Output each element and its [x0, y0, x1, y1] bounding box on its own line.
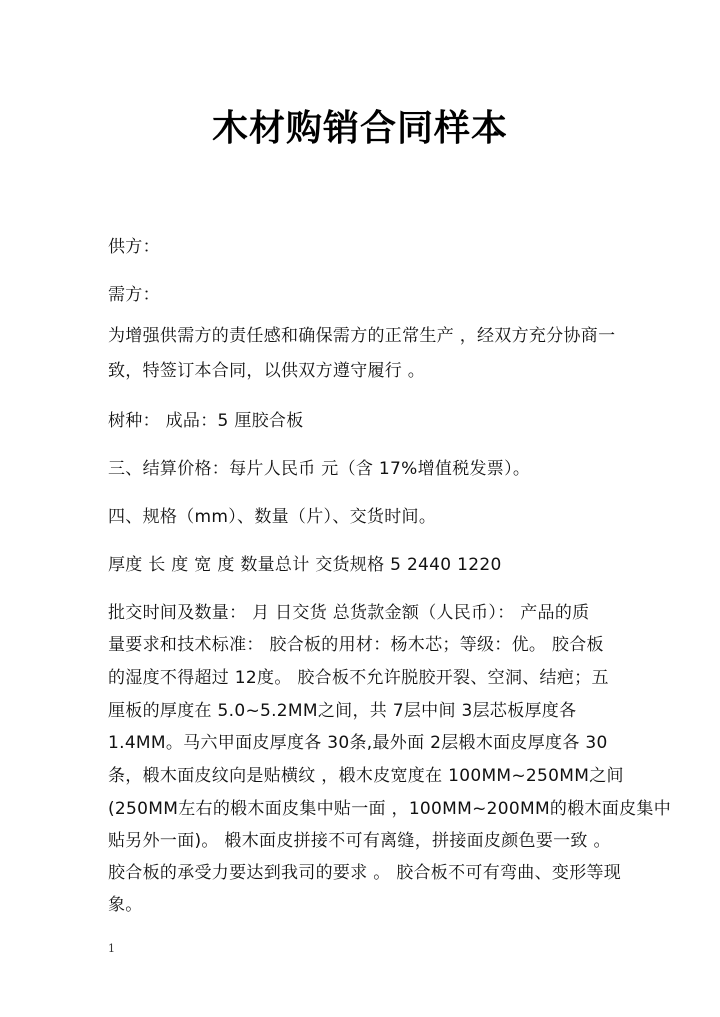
- paragraph-line: 厘板的厚度在 5.0~5.2MM之间，共 7层中间 3层芯板厚度各: [108, 701, 577, 721]
- wood-type-line: 树种： 成品：5 厘胶合板: [108, 411, 304, 431]
- supplier-label: 供方：: [108, 237, 160, 257]
- paragraph-line: 的湿度不得超过 12度。 胶合板不允许脱胶开裂、空洞、结疤；五: [108, 668, 609, 688]
- buyer-label: 需方：: [108, 285, 160, 305]
- paragraph-line: 胶合板的承受力要达到我司的要求 。 胶合板不可有弯曲、变形等现: [108, 863, 622, 883]
- paragraph-line: 象。: [108, 895, 143, 915]
- specification-row: 厚度 长 度 宽 度 数量总计 交货规格 5 2440 1220: [108, 555, 502, 575]
- paragraph-line: 1.4MM。马六甲面皮厚度各 30条,最外面 2层椴木面皮厚度各 30: [108, 733, 608, 753]
- paragraph-line: (250MM左右的椴木面皮集中贴一面 ，100MM~200MM的椴木面皮集中: [108, 799, 672, 819]
- paragraph-line: 量要求和技术标准： 胶合板的用材：杨木芯；等级：优。 胶合板: [108, 635, 604, 655]
- specification-heading: 四、规格（mm）、数量（片）、交货时间。: [108, 507, 437, 527]
- paragraph-line: 致，特签订本合同，以供双方遵守履行 。: [108, 361, 426, 381]
- paragraph-line: 条，椴木面皮纹向是贴横纹 ，椴木皮宽度在 100MM~250MM之间: [108, 766, 624, 786]
- paragraph-line: 批交时间及数量： 月 日交货 总货款金额（人民币）： 产品的质: [108, 603, 590, 623]
- settlement-price-line: 三、结算价格：每片人民币 元（含 17%增值税发票）。: [108, 459, 531, 479]
- paragraph-line: 为增强供需方的责任感和确保需方的正常生产 ，经双方充分协商一: [108, 326, 616, 346]
- paragraph-line: 贴另外一面)。 椴木面皮拼接不可有离缝，拼接面皮颜色要一致 。: [108, 831, 611, 851]
- page-number: 1: [108, 942, 115, 955]
- document-title: 木材购销合同样本: [211, 108, 508, 149]
